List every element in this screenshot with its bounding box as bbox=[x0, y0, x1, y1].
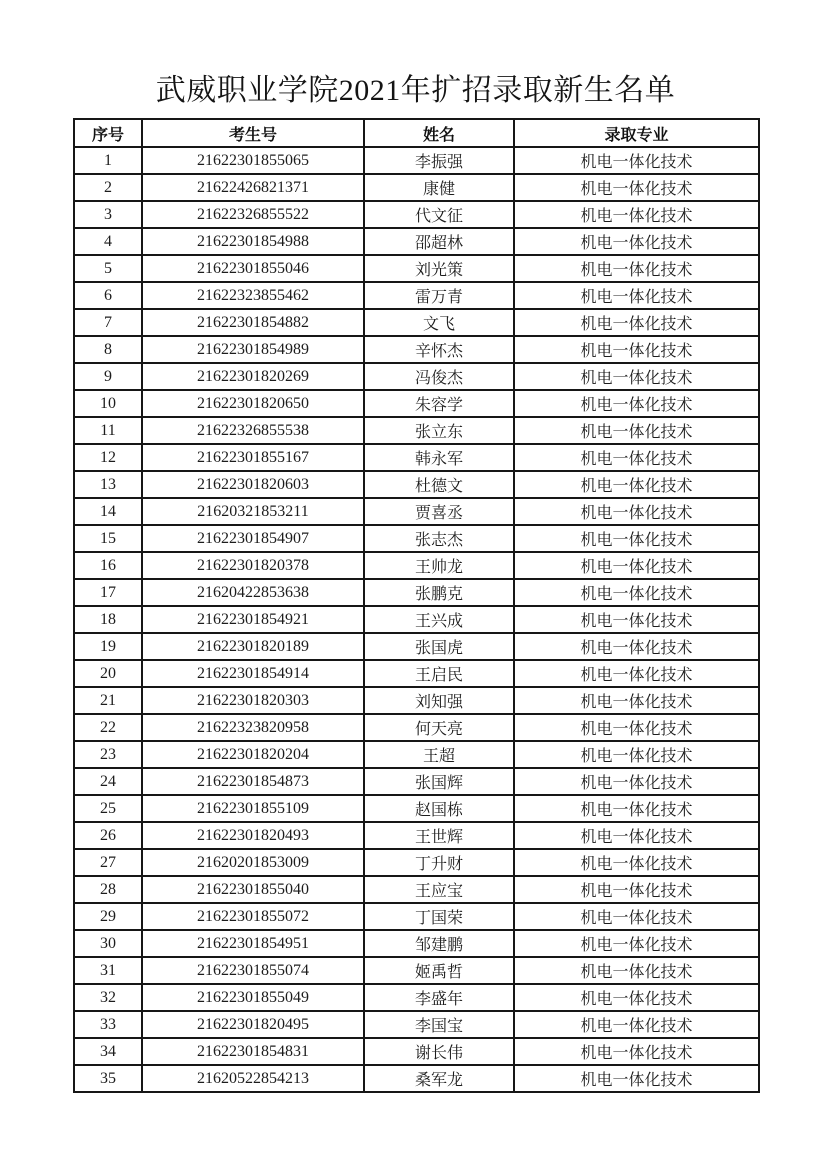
cell-candidate-number: 21622301855065 bbox=[142, 147, 364, 174]
table-row bbox=[74, 957, 759, 984]
cell-major: 机电一体化技术 bbox=[514, 1011, 759, 1038]
cell-name: 李振强 bbox=[364, 147, 514, 174]
cell-candidate-number: 21622301855109 bbox=[142, 795, 364, 822]
cell-major: 机电一体化技术 bbox=[514, 984, 759, 1011]
cell-name: 朱容学 bbox=[364, 390, 514, 417]
table-row bbox=[74, 147, 759, 174]
cell-major: 机电一体化技术 bbox=[514, 1065, 759, 1092]
table-row bbox=[74, 309, 759, 336]
cell-major: 机电一体化技术 bbox=[514, 255, 759, 282]
cell-seq: 18 bbox=[74, 606, 142, 633]
cell-name: 辛怀杰 bbox=[364, 336, 514, 363]
cell-candidate-number: 21622301820303 bbox=[142, 687, 364, 714]
cell-seq: 30 bbox=[74, 930, 142, 957]
table-row bbox=[74, 201, 759, 228]
cell-candidate-number: 21622301855074 bbox=[142, 957, 364, 984]
cell-seq: 22 bbox=[74, 714, 142, 741]
cell-seq: 35 bbox=[74, 1065, 142, 1092]
table-row bbox=[74, 228, 759, 255]
table-row bbox=[74, 822, 759, 849]
cell-candidate-number: 21622301855167 bbox=[142, 444, 364, 471]
cell-name: 韩永军 bbox=[364, 444, 514, 471]
page-title: 武威职业学院2021年扩招录取新生名单 bbox=[155, 74, 676, 107]
cell-major: 机电一体化技术 bbox=[514, 498, 759, 525]
table-row bbox=[74, 714, 759, 741]
cell-major: 机电一体化技术 bbox=[514, 795, 759, 822]
cell-candidate-number: 21622301854989 bbox=[142, 336, 364, 363]
cell-seq: 7 bbox=[74, 309, 142, 336]
cell-candidate-number: 21622301820603 bbox=[142, 471, 364, 498]
table-row bbox=[74, 876, 759, 903]
cell-major: 机电一体化技术 bbox=[514, 1038, 759, 1065]
cell-candidate-number: 21622301820650 bbox=[142, 390, 364, 417]
cell-name: 冯俊杰 bbox=[364, 363, 514, 390]
cell-major: 机电一体化技术 bbox=[514, 201, 759, 228]
cell-name: 赵国栋 bbox=[364, 795, 514, 822]
cell-name: 王世辉 bbox=[364, 822, 514, 849]
cell-seq: 15 bbox=[74, 525, 142, 552]
cell-name: 何天亮 bbox=[364, 714, 514, 741]
cell-candidate-number: 21622301820189 bbox=[142, 633, 364, 660]
cell-major: 机电一体化技术 bbox=[514, 174, 759, 201]
cell-seq: 13 bbox=[74, 471, 142, 498]
cell-major: 机电一体化技术 bbox=[514, 147, 759, 174]
cell-name: 贾喜丞 bbox=[364, 498, 514, 525]
header-row bbox=[74, 119, 759, 147]
cell-major: 机电一体化技术 bbox=[514, 606, 759, 633]
table-row bbox=[74, 633, 759, 660]
cell-seq: 19 bbox=[74, 633, 142, 660]
cell-candidate-number: 21622301820378 bbox=[142, 552, 364, 579]
table-row bbox=[74, 1011, 759, 1038]
cell-candidate-number: 21622326855538 bbox=[142, 417, 364, 444]
cell-seq: 16 bbox=[74, 552, 142, 579]
cell-name: 桑军龙 bbox=[364, 1065, 514, 1092]
cell-name: 李盛年 bbox=[364, 984, 514, 1011]
table-row bbox=[74, 849, 759, 876]
cell-candidate-number: 21620201853009 bbox=[142, 849, 364, 876]
col-header-candidate-number: 考生号 bbox=[142, 119, 364, 147]
cell-major: 机电一体化技术 bbox=[514, 741, 759, 768]
table-body bbox=[74, 147, 759, 1092]
cell-candidate-number: 21622301854951 bbox=[142, 930, 364, 957]
col-header-name: 姓名 bbox=[364, 119, 514, 147]
table-row bbox=[74, 1038, 759, 1065]
cell-name: 王应宝 bbox=[364, 876, 514, 903]
cell-major: 机电一体化技术 bbox=[514, 417, 759, 444]
cell-name: 杜德文 bbox=[364, 471, 514, 498]
cell-name: 姬禹哲 bbox=[364, 957, 514, 984]
table-row bbox=[74, 255, 759, 282]
table-row bbox=[74, 336, 759, 363]
cell-seq: 32 bbox=[74, 984, 142, 1011]
cell-seq: 27 bbox=[74, 849, 142, 876]
col-header-major: 录取专业 bbox=[514, 119, 759, 147]
cell-name: 邵超林 bbox=[364, 228, 514, 255]
cell-seq: 11 bbox=[74, 417, 142, 444]
cell-seq: 28 bbox=[74, 876, 142, 903]
table-row bbox=[74, 903, 759, 930]
table-row bbox=[74, 174, 759, 201]
cell-seq: 2 bbox=[74, 174, 142, 201]
cell-major: 机电一体化技术 bbox=[514, 444, 759, 471]
table-row bbox=[74, 606, 759, 633]
cell-candidate-number: 21622326855522 bbox=[142, 201, 364, 228]
cell-name: 刘光策 bbox=[364, 255, 514, 282]
table-row bbox=[74, 687, 759, 714]
table-row bbox=[74, 768, 759, 795]
table-row bbox=[74, 471, 759, 498]
cell-major: 机电一体化技术 bbox=[514, 714, 759, 741]
table-row bbox=[74, 795, 759, 822]
cell-seq: 21 bbox=[74, 687, 142, 714]
cell-name: 李国宝 bbox=[364, 1011, 514, 1038]
table-row bbox=[74, 498, 759, 525]
cell-seq: 29 bbox=[74, 903, 142, 930]
cell-seq: 14 bbox=[74, 498, 142, 525]
cell-seq: 31 bbox=[74, 957, 142, 984]
cell-seq: 9 bbox=[74, 363, 142, 390]
cell-seq: 24 bbox=[74, 768, 142, 795]
table-row bbox=[74, 930, 759, 957]
cell-major: 机电一体化技术 bbox=[514, 579, 759, 606]
cell-candidate-number: 21622301854907 bbox=[142, 525, 364, 552]
cell-major: 机电一体化技术 bbox=[514, 633, 759, 660]
cell-major: 机电一体化技术 bbox=[514, 903, 759, 930]
table-row bbox=[74, 525, 759, 552]
cell-name: 王启民 bbox=[364, 660, 514, 687]
cell-candidate-number: 21622301820495 bbox=[142, 1011, 364, 1038]
cell-candidate-number: 21622301855040 bbox=[142, 876, 364, 903]
cell-major: 机电一体化技术 bbox=[514, 309, 759, 336]
cell-candidate-number: 21622323855462 bbox=[142, 282, 364, 309]
table-row bbox=[74, 552, 759, 579]
cell-name: 王超 bbox=[364, 741, 514, 768]
table-row bbox=[74, 282, 759, 309]
table-row bbox=[74, 444, 759, 471]
cell-name: 王兴成 bbox=[364, 606, 514, 633]
cell-major: 机电一体化技术 bbox=[514, 363, 759, 390]
cell-name: 丁国荣 bbox=[364, 903, 514, 930]
cell-seq: 6 bbox=[74, 282, 142, 309]
cell-name: 邹建鹏 bbox=[364, 930, 514, 957]
cell-name: 谢长伟 bbox=[364, 1038, 514, 1065]
table-row bbox=[74, 741, 759, 768]
table-row bbox=[74, 390, 759, 417]
cell-major: 机电一体化技术 bbox=[514, 228, 759, 255]
cell-seq: 3 bbox=[74, 201, 142, 228]
cell-candidate-number: 21622301855046 bbox=[142, 255, 364, 282]
cell-major: 机电一体化技术 bbox=[514, 687, 759, 714]
table-row bbox=[74, 363, 759, 390]
cell-candidate-number: 21622301855072 bbox=[142, 903, 364, 930]
admission-list-table bbox=[73, 118, 760, 1093]
cell-candidate-number: 21620321853211 bbox=[142, 498, 364, 525]
cell-major: 机电一体化技术 bbox=[514, 660, 759, 687]
cell-name: 王帅龙 bbox=[364, 552, 514, 579]
cell-seq: 25 bbox=[74, 795, 142, 822]
table-row bbox=[74, 417, 759, 444]
cell-major: 机电一体化技术 bbox=[514, 930, 759, 957]
cell-seq: 4 bbox=[74, 228, 142, 255]
cell-major: 机电一体化技术 bbox=[514, 390, 759, 417]
cell-candidate-number: 21622301854914 bbox=[142, 660, 364, 687]
cell-major: 机电一体化技术 bbox=[514, 552, 759, 579]
table-row bbox=[74, 1065, 759, 1092]
cell-major: 机电一体化技术 bbox=[514, 525, 759, 552]
cell-seq: 20 bbox=[74, 660, 142, 687]
cell-candidate-number: 21620422853638 bbox=[142, 579, 364, 606]
cell-seq: 33 bbox=[74, 1011, 142, 1038]
cell-seq: 10 bbox=[74, 390, 142, 417]
cell-candidate-number: 21622301820204 bbox=[142, 741, 364, 768]
cell-name: 张国虎 bbox=[364, 633, 514, 660]
cell-major: 机电一体化技术 bbox=[514, 768, 759, 795]
table-header bbox=[74, 119, 759, 147]
cell-name: 张国辉 bbox=[364, 768, 514, 795]
cell-major: 机电一体化技术 bbox=[514, 471, 759, 498]
cell-name: 文飞 bbox=[364, 309, 514, 336]
cell-name: 代文征 bbox=[364, 201, 514, 228]
cell-candidate-number: 21622301854882 bbox=[142, 309, 364, 336]
cell-name: 张志杰 bbox=[364, 525, 514, 552]
table-row bbox=[74, 579, 759, 606]
cell-candidate-number: 21622301820269 bbox=[142, 363, 364, 390]
cell-major: 机电一体化技术 bbox=[514, 336, 759, 363]
cell-name: 雷万青 bbox=[364, 282, 514, 309]
cell-candidate-number: 21622301854921 bbox=[142, 606, 364, 633]
cell-candidate-number: 21622301855049 bbox=[142, 984, 364, 1011]
cell-seq: 5 bbox=[74, 255, 142, 282]
cell-seq: 17 bbox=[74, 579, 142, 606]
cell-name: 刘知强 bbox=[364, 687, 514, 714]
cell-major: 机电一体化技术 bbox=[514, 282, 759, 309]
table-row bbox=[74, 984, 759, 1011]
cell-candidate-number: 21622301820493 bbox=[142, 822, 364, 849]
cell-candidate-number: 21622301854873 bbox=[142, 768, 364, 795]
cell-major: 机电一体化技术 bbox=[514, 957, 759, 984]
cell-candidate-number: 21622301854831 bbox=[142, 1038, 364, 1065]
cell-seq: 26 bbox=[74, 822, 142, 849]
cell-name: 张鹏克 bbox=[364, 579, 514, 606]
cell-seq: 1 bbox=[74, 147, 142, 174]
table-row bbox=[74, 660, 759, 687]
cell-candidate-number: 21620522854213 bbox=[142, 1065, 364, 1092]
cell-name: 康健 bbox=[364, 174, 514, 201]
cell-major: 机电一体化技术 bbox=[514, 822, 759, 849]
cell-candidate-number: 21622323820958 bbox=[142, 714, 364, 741]
cell-major: 机电一体化技术 bbox=[514, 876, 759, 903]
cell-name: 丁升财 bbox=[364, 849, 514, 876]
col-header-seq: 序号 bbox=[74, 119, 142, 147]
cell-seq: 23 bbox=[74, 741, 142, 768]
cell-seq: 12 bbox=[74, 444, 142, 471]
cell-major: 机电一体化技术 bbox=[514, 849, 759, 876]
cell-seq: 8 bbox=[74, 336, 142, 363]
cell-name: 张立东 bbox=[364, 417, 514, 444]
cell-candidate-number: 21622301854988 bbox=[142, 228, 364, 255]
cell-seq: 34 bbox=[74, 1038, 142, 1065]
cell-candidate-number: 21622426821371 bbox=[142, 174, 364, 201]
